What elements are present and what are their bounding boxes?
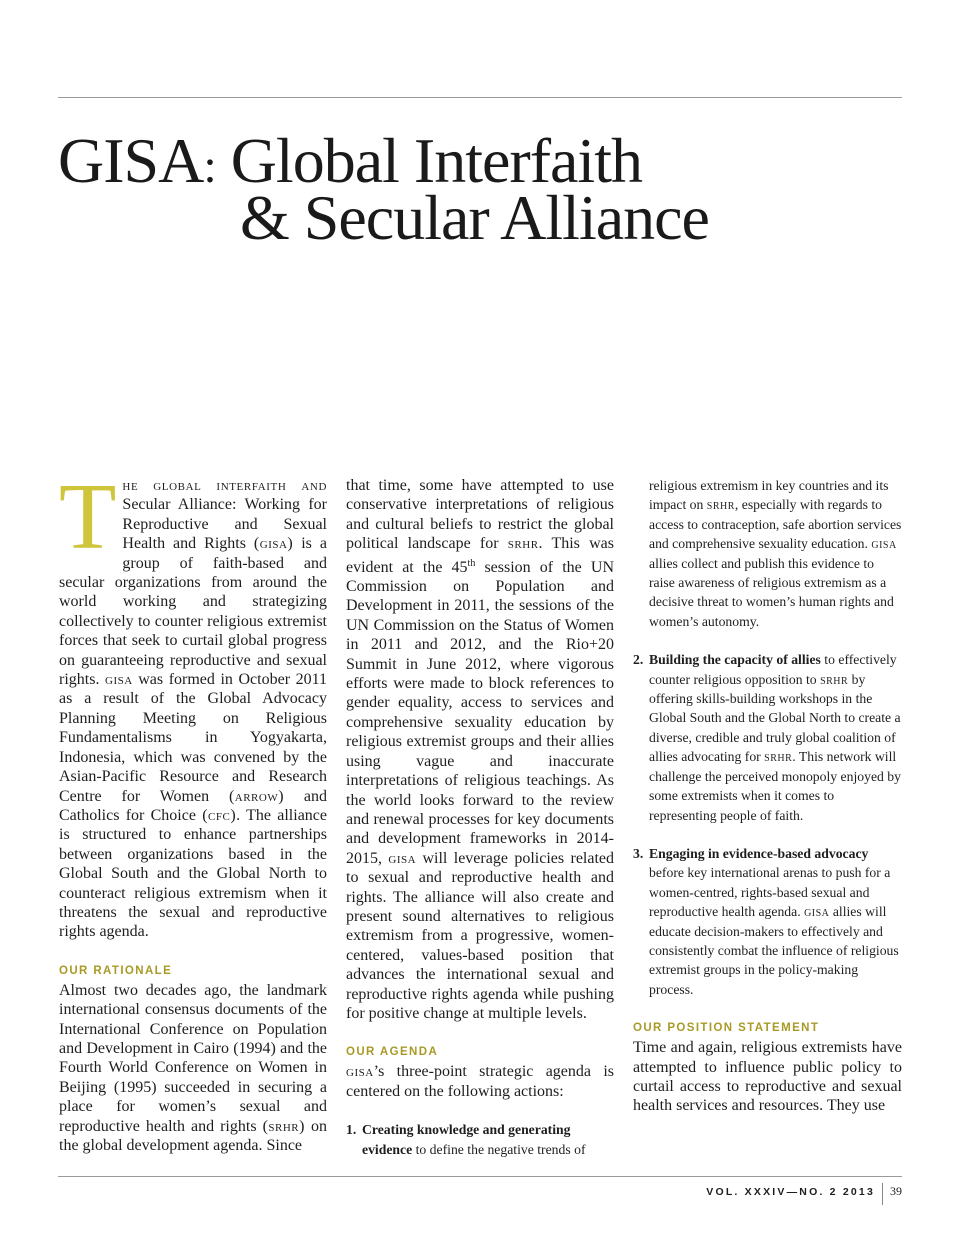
agenda-intro: [346, 1062, 614, 1101]
text-run: . This was evident at the 45: [346, 535, 614, 576]
text-run: allies will educate decision-makers to effectively and consistently combat the influence of religious extremist groups in the policy-making process.: [649, 904, 899, 997]
acronym: srhr: [764, 749, 793, 765]
acronym: (arrow): [228, 787, 285, 805]
spacer: [346, 1101, 614, 1120]
drop-cap: T: [59, 465, 117, 569]
text-run: was formed in October 2011 as a result of the Global Advocacy Planning Meeting on Religious Fundamentalisms in Yogyakarta, Indonesia, which was convened by the Asian-Pacific Resource and Research Centre for Women: [59, 671, 327, 805]
section-heading-rationale: OUR RATIONALE: [59, 964, 173, 977]
acronym: gisa: [105, 671, 133, 689]
column-3: [633, 476, 902, 1116]
page-number: 39: [890, 1184, 902, 1198]
spacer: [633, 631, 902, 650]
acronym: (srhr): [262, 1117, 305, 1135]
text-run: Almost two decades ago, the landmark international consensus documents of the International Conference on Population and Development in Cairo (1994) and the Fourth World Conference on Women in Beijing (1995) succeeded in securing a place for women’s sexual and reproductive health and rights: [59, 981, 327, 1135]
item-title: Building the capacity of allies: [649, 652, 821, 668]
item-text: [649, 844, 902, 999]
text-run: on the global development agenda. Since: [59, 1117, 328, 1154]
spacer: [633, 825, 902, 844]
acronym: srhr: [706, 497, 735, 513]
text-run: ’s three-point strategic agenda is centered on the following actions:: [346, 1063, 614, 1100]
acronym: srhr: [507, 535, 539, 553]
item-title: Engaging in evidence-based advocacy: [649, 845, 869, 861]
column-2: [346, 476, 614, 1159]
agenda-item-3: [633, 844, 902, 999]
text-run: is a group of faith-based and secular organizations from around the world working and strategizing collectively to counter religious extremist forces that seek to curtail global progress on guaranteeing reproductive and sexual rights.: [59, 535, 327, 689]
item-number: 2.: [633, 652, 644, 668]
text-run: to define the negative trends of: [412, 1141, 586, 1157]
text-run: by offering skills-building workshops in the Global South and the Global North to create a diverse, credible and truly global coalition of allies advocating for: [649, 671, 901, 765]
column-1: [59, 465, 328, 1155]
text-run: and Catholics for Choice: [59, 787, 327, 824]
acronym: gisa: [871, 536, 897, 552]
intro-paragraph: [59, 465, 328, 942]
text-run: . This network will challenge the perceived monopoly enjoyed by some extremists when it comes to representing people of faith.: [649, 749, 901, 823]
acronym: gisa: [388, 849, 417, 867]
acronym: (cfc): [202, 806, 237, 824]
superscript: th: [467, 557, 476, 569]
item-text: [649, 650, 902, 825]
text-run: Secular Alliance: Working for Reproductive and Sexual Health and Rights: [122, 496, 327, 553]
text-run: religious extremism in key countries and its impact on: [649, 478, 889, 513]
agenda-item-1: [346, 1120, 614, 1159]
acronym: (gisa): [253, 535, 294, 553]
text-run: to effectively counter religious opposition to: [649, 652, 897, 687]
lead-in: he global interfaith and: [122, 477, 327, 494]
item-title: Creating knowledge and generating evidence: [362, 1122, 571, 1157]
agenda-item-2: [633, 650, 902, 825]
position-paragraph: Time and again, religious extremists have attempted to influence public policy to curtail access to reproductive and sexual health services and resources. They use: [633, 1039, 902, 1115]
acronym: gisa: [346, 1063, 374, 1081]
item-number: 1.: [346, 1122, 357, 1138]
rationale-paragraph: [59, 981, 327, 1156]
title-colon: :: [203, 140, 216, 193]
bottom-rule: [58, 1176, 902, 1177]
text-run: before key international arenas to push for a women-centred, rights-based sexual and reproductive health agenda.: [649, 865, 891, 920]
page-footer: [600, 1183, 902, 1205]
text-run: , especially with regards to access to contraception, safe abortion services and comprehensive sexuality education.: [649, 497, 902, 552]
title-text: Global Interfaith: [215, 125, 642, 196]
text-run: allies collect and publish this evidence to raise awareness of religious extremism as a decisive threat to women’s human rights and women’s autonomy.: [649, 555, 894, 629]
footer-divider: [882, 1183, 883, 1205]
issue-info: VOL. XXXIV—NO. 2 2013: [706, 1186, 875, 1198]
continued-paragraph: [346, 476, 614, 1023]
text-run: will leverage policies related to sexual and reproductive health and rights. The alliance will also create and present sound alternatives to religious extremism from a progressive, women-centered, values-based position that advances the international sexual and reproductive rights agenda while pushing for positive change at multiple levels.: [346, 849, 615, 1022]
text-run: . The alliance is structured to enhance partnerships between organizations based in the Global South and the Global North to counteract religious extremism when it threatens the sexual and reproductive rights agenda.: [59, 806, 328, 941]
section-heading-position: OUR POSITION STATEMENT: [633, 1022, 820, 1035]
top-rule: [58, 97, 902, 98]
item-text: [362, 1120, 614, 1159]
title-acronym: GISA: [58, 125, 204, 196]
page-title-line-2: & Secular Alliance: [240, 182, 709, 253]
acronym: gisa: [804, 904, 830, 920]
agenda-item-1-continued: [633, 476, 902, 631]
item-number: 3.: [633, 845, 644, 861]
section-heading-agenda: OUR AGENDA: [346, 1046, 439, 1059]
text-run: that time, some have attempted to use conservative interpretations of religious and cultural beliefs to restrict the global political landscape for: [346, 477, 614, 553]
text-run: session of the UN Commission on Population and Development in 2011, the sessions of the UN Commission on the Status of Women in 2011 and 2012, and the Rio+20 Summit in June 2012, where vigorous efforts were made to block references to gender equality, access to services and comprehensive sexuality education by religious extremist groups and their allies using vague and inaccurate interpretations of religious teachings. As the world looks forward to the review and renewal processes for key documents and development frameworks in 2014-2015,: [346, 558, 615, 867]
acronym: srhr: [820, 671, 849, 687]
